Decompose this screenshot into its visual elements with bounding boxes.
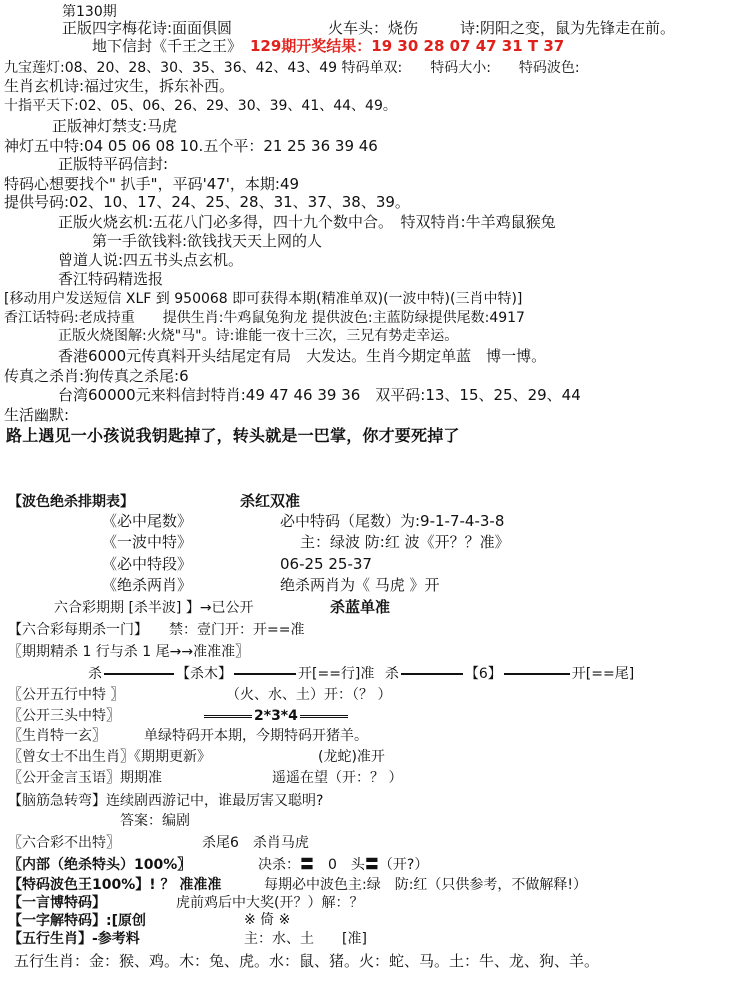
jingsha-line: 〖期期精杀 1 行与杀 1 尾→→准准准〗 xyxy=(8,644,250,660)
kai-wei: 开[==尾] xyxy=(571,666,635,682)
yiyan-label: 【一言博特码】 xyxy=(8,895,106,911)
huoshao-line: 正版火烧玄机:五花八门必多得，四十九个数中合。 特双特肖:牛羊鸡鼠猴兔 xyxy=(58,213,556,231)
naojin-line: 【脑筋急转弯】连续剧西游记中，谁最厉害又聪明? xyxy=(8,793,324,809)
taiwan-line: 台湾60000元来料信封特肖:49 47 46 39 36 双平码:13、15、25、29、44 xyxy=(58,386,581,404)
jinyan-label: 〖公开金言玉语〗期期准 xyxy=(8,770,162,786)
zeng-label: 〖曾女士不出生肖〗《期期更新》 xyxy=(8,749,211,765)
xiangjiang-title: 香江特码精选报 xyxy=(58,270,164,288)
hk-line: 香港6000元传真料开头结尾定有局 大发达。生肖今期定单蓝 博一博。 xyxy=(58,347,547,365)
juesha-value: 绝杀两肖为《 马虎 》开 xyxy=(280,576,440,594)
sha-row xyxy=(88,665,634,683)
yizi-label: 【一字解特码】:[原创 xyxy=(8,913,146,929)
wuxing-shengxiao-label: 【五行生肖】-参考料 xyxy=(8,931,140,947)
shahong-label: 杀红双准 xyxy=(240,492,301,510)
yizi-value: ※ 倚 ※ xyxy=(244,912,291,928)
santou-label: 〖公开三头中特〗 xyxy=(8,708,120,724)
jinyan-value: 遥遥在望（开：？ ） xyxy=(272,770,403,786)
dixia-xinfeng: 地下信封《千王之王》 xyxy=(92,37,243,55)
buchu-label: 〖六合彩不出特〗 xyxy=(8,835,120,851)
bose-title: 【波色绝杀排期表】 xyxy=(8,494,134,510)
shendeng-line: 神灯五中特:04 05 06 08 10.五个平：21 25 36 39 46 xyxy=(4,137,378,155)
chuanzhen-line: 传真之杀肖:狗传真之杀尾:6 xyxy=(4,367,189,385)
tigong-line: 提供号码:02、10、17、24、25、28、31、37、38、39。 xyxy=(4,193,410,211)
bizhong-label: 《必中尾数》 xyxy=(102,512,193,530)
lottery-result: 129期开奖结果：19 30 28 07 47 31 T 37 xyxy=(250,37,565,55)
sha-mu: 【杀木】 xyxy=(176,666,232,682)
daan-line: 答案：编剧 xyxy=(120,813,190,829)
diyishou-line: 第一手欲钱料:欲钱找天天上网的人 xyxy=(92,232,323,250)
cengdao-line: 曾道人说:四五书头点玄机。 xyxy=(58,251,244,269)
hua-line: 香江话特码:老成持重 提供生肖:牛鸡鼠兔狗龙 提供波色:主蓝防绿提供尾数:4917 xyxy=(4,310,525,326)
teduan-label: 《必中特段》 xyxy=(102,555,193,573)
jiubao-lantern: 九宝莲灯:08、20、28、30、35、36、42、43、49 特码单双: 特码大小: 特码波色: xyxy=(4,60,580,76)
tujie-line: 正版火烧图解:火烧"马"。诗:谁能一夜十三次，三兄有势走幸运。 xyxy=(58,328,459,344)
xinxiang-line: 特码心想要找个" 扒手"，平码'47'，本期:49 xyxy=(4,175,300,193)
issue-number: 第130期 xyxy=(62,4,117,20)
youmo-label: 生活幽默: xyxy=(4,406,70,424)
wuxing-value: （火、水、土）开：（？ ） xyxy=(226,687,392,703)
wuxing-final: 五行生肖：金：猴、鸡。木：兔、虎。水：鼠、猪。火：蛇、马。土：牛、龙、狗、羊。 xyxy=(14,952,600,970)
kai-xing: 开[==行]准 xyxy=(298,666,375,682)
zeng-value: (龙蛇)准开 xyxy=(318,749,385,765)
poem-line: 诗:阴阳之变，鼠为先锋走在前。 xyxy=(460,19,676,37)
wuxing-label: 〖公开五行中特 〗 xyxy=(8,687,125,703)
yibo-label: 《一波中特》 xyxy=(102,533,193,551)
yibo-value: 主：绿波 防:红 波《开？？准》 xyxy=(300,533,510,551)
bosewang-label: 【特码波色王100%】! ？ 准准准 xyxy=(8,877,222,893)
jiyou-label: 〖生肖特一玄〗 xyxy=(8,728,106,744)
neibu-value: 决杀：〓 0 头〓（开?） xyxy=(258,857,429,873)
meihua-poem: 正版四字梅花诗:面面俱圆 xyxy=(62,19,233,37)
shizhi-line: 十指平天下:02、05、06、26、29、30、39、41、44、49。 xyxy=(4,98,397,114)
sha-six: 【6】 xyxy=(464,666,502,682)
jiyou-value: 单绿特码开本期，今期特码开猪羊。 xyxy=(144,728,368,744)
santou-value xyxy=(202,707,350,725)
pingma-line: 正版特平码信封: xyxy=(58,155,169,173)
neibu-label: 〖内部（绝杀特头）100%〗 xyxy=(8,857,192,873)
teduan-value: 06-25 25-37 xyxy=(280,555,372,573)
sha-b: 杀 xyxy=(384,666,399,682)
sha-a: 杀 xyxy=(88,666,102,682)
yiyan-value: 虎前鸡后中大奖(开？）解：？ xyxy=(176,895,364,911)
shengxiao-poem: 生肖玄机诗:福过灾生，拆东补西。 xyxy=(4,77,235,95)
buchu-value: 杀尾6 杀肖马虎 xyxy=(202,835,309,851)
santou-digits: 2*3*4 xyxy=(254,708,298,724)
qiqi-line: 六合彩期期 [杀半波] 】→已公开 xyxy=(54,600,254,616)
shalan-label: 杀蓝单准 xyxy=(330,598,391,616)
huoche-tou: 火车头：烧伤 xyxy=(328,19,419,37)
sms-promo: [移动用户发送短信 XLF 到 950068 即可获得本期(精准单双)(一波中特)(三肖中特)] xyxy=(4,291,523,307)
juesha-label: 《绝杀两肖》 xyxy=(102,576,193,594)
bosewang-value: 每期必中波色主:绿 防:红（只供参考，不做解释!） xyxy=(264,877,588,893)
bizhong-value: 必中特码（尾数）为:9-1-7-4-3-8 xyxy=(280,512,505,530)
wuxing-shengxiao-value: 主：水、土 [准] xyxy=(244,931,367,947)
yimen-line: 【六合彩每期杀一门】 禁：壹门开：开==准 xyxy=(8,622,305,638)
jinzhi-line: 正版神灯禁支:马虎 xyxy=(52,117,178,135)
joke-line: 路上遇见一小孩说我钥匙掉了，转头就是一巴掌，你才要死掉了 xyxy=(6,426,460,445)
